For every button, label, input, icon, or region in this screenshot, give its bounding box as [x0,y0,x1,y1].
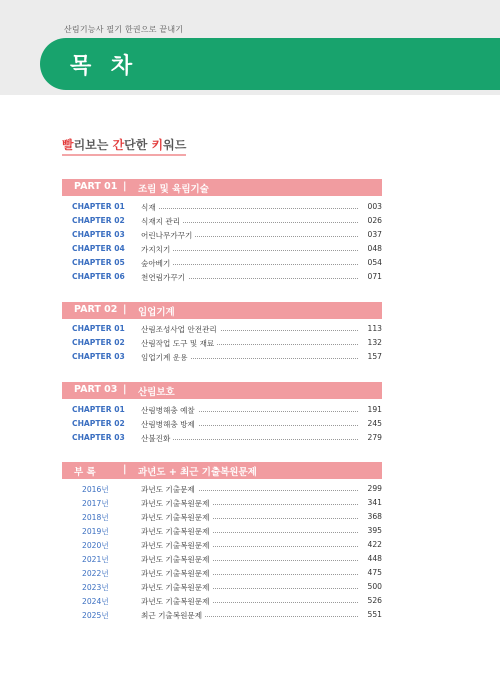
entry-title: 과년도 기출복원문제 [141,526,212,537]
page-number: 526 [367,596,382,605]
toc-entry[interactable] [62,258,382,271]
part-title: 조림 및 육림기술 [138,184,209,195]
entry-title: 산림조성사업 안전관리 [141,324,220,335]
part-separator: | [123,181,127,192]
toc-entry[interactable] [62,230,382,243]
page-number: 054 [367,258,382,267]
entry-title: 과년도 기출복원문제 [141,498,212,509]
toc-entry[interactable] [62,433,382,446]
page-number: 003 [367,202,382,211]
page-number: 475 [367,568,382,577]
page-number: 245 [367,419,382,428]
page-number: 422 [367,540,382,549]
keyword-char: 빨 [62,138,74,152]
page-number: 279 [367,433,382,442]
toc-entry[interactable] [62,405,382,418]
dot-leader [141,264,358,265]
dot-leader [141,439,358,440]
keyword-char: 키 [151,138,164,152]
part-header [62,179,382,196]
page-number: 299 [367,484,382,493]
entry-title: 과년도 기출문제 [141,484,198,495]
entry-title: 과년도 기출복원문제 [141,512,212,523]
toc-entry[interactable] [62,202,382,215]
toc-entry[interactable] [62,512,382,525]
chapter-label: CHAPTER 06 [72,272,125,281]
entry-title: 과년도 기출복원문제 [141,540,212,551]
chapter-label: CHAPTER 01 [72,202,125,211]
toc-entry[interactable] [62,484,382,497]
entry-title: 산림병해충 방제 [141,419,198,430]
chapter-label: CHAPTER 02 [72,216,125,225]
toc-entry[interactable] [62,324,382,337]
year-label: 2020년 [82,541,109,550]
entry-title: 산림작업 도구 및 재료 [141,338,217,349]
entry-title: 식재 [141,202,159,213]
chapter-label: CHAPTER 03 [72,230,125,239]
entry-title: 산림병해충 예찰 [141,405,198,416]
chapter-label: CHAPTER 02 [72,338,125,347]
keyword-text: 리보는 [73,138,113,152]
part-separator: | [123,384,127,395]
page-number: 395 [367,526,382,535]
entry-title: 과년도 기출복원문제 [141,568,212,579]
part-label: PART 03 [74,384,118,395]
toc-entry[interactable] [62,498,382,511]
chapter-label: CHAPTER 01 [72,324,125,333]
chapter-label: CHAPTER 05 [72,258,125,267]
part-title: 산림보호 [138,387,175,398]
chapter-label: CHAPTER 04 [72,244,125,253]
toc-entry[interactable] [62,244,382,257]
chapter-label: CHAPTER 01 [72,405,125,414]
year-label: 2023년 [82,583,109,592]
page-number: 551 [367,610,382,619]
appendix-header [62,462,382,479]
year-label: 2019년 [82,527,109,536]
year-label: 2024년 [82,597,109,606]
dot-leader [141,250,358,251]
entry-title: 가지치기 [141,244,173,255]
year-label: 2021년 [82,555,109,564]
part-separator: | [123,304,127,315]
year-label: 2017년 [82,499,109,508]
toc-entry[interactable] [62,596,382,609]
year-label: 2025년 [82,611,109,620]
entry-title: 과년도 기출복원문제 [141,582,212,593]
page-number: 132 [367,338,382,347]
page-number: 341 [367,498,382,507]
page-number: 113 [367,324,382,333]
entry-title: 식재지 관리 [141,216,183,227]
page-number: 191 [367,405,382,414]
page-number: 026 [367,216,382,225]
year-label: 2022년 [82,569,109,578]
part-separator: | [123,464,127,475]
chapter-label: CHAPTER 03 [72,352,125,361]
page-number: 071 [367,272,382,281]
page-number: 368 [367,512,382,521]
entry-title: 천연림가꾸기 [141,272,188,283]
part-title: 임업기계 [138,307,175,318]
part-header [62,302,382,319]
entry-title: 과년도 기출복원문제 [141,596,212,607]
year-label: 2016년 [82,485,109,494]
keyword-link[interactable] [62,136,186,156]
page-number: 157 [367,352,382,361]
toc-entry[interactable] [62,610,382,623]
toc-entry[interactable] [62,568,382,581]
keyword-text: 단한 [124,138,152,152]
entry-title: 숲아베기 [141,258,173,269]
part-label: PART 01 [74,181,118,192]
page-number: 037 [367,230,382,239]
toc-entry[interactable] [62,338,382,351]
part-label: PART 02 [74,304,118,315]
chapter-label: CHAPTER 02 [72,419,125,428]
page-number: 448 [367,554,382,563]
entry-title: 임업기계 운용 [141,352,190,363]
toc-entry[interactable] [62,582,382,595]
entry-title: 과년도 기출복원문제 [141,554,212,565]
page-number: 048 [367,244,382,253]
year-label: 2018년 [82,513,109,522]
toc-entry[interactable] [62,216,382,229]
page-title: 목 차 [70,54,139,79]
part-label: 부 록 [74,467,96,478]
toc-entry[interactable] [62,352,382,365]
dot-leader [141,208,358,209]
keyword-char: 간 [112,138,125,152]
toc-entry[interactable] [62,540,382,553]
part-title: 과년도 + 최근 기출복원문제 [138,467,257,478]
chapter-label: CHAPTER 03 [72,433,125,442]
toc-entry[interactable] [62,419,382,432]
entry-title: 최근 기출복원문제 [141,610,205,621]
toc-entry[interactable] [62,526,382,539]
entry-title: 산불진화 [141,433,173,444]
toc-entry[interactable] [62,272,382,285]
part-header [62,382,382,399]
keyword-text: 워드 [163,138,187,152]
toc-entry[interactable] [62,554,382,567]
page-number: 500 [367,582,382,591]
book-title: 산림기능사 필기 한권으로 끝내기 [64,25,184,34]
entry-title: 어린나무가꾸기 [141,230,195,241]
